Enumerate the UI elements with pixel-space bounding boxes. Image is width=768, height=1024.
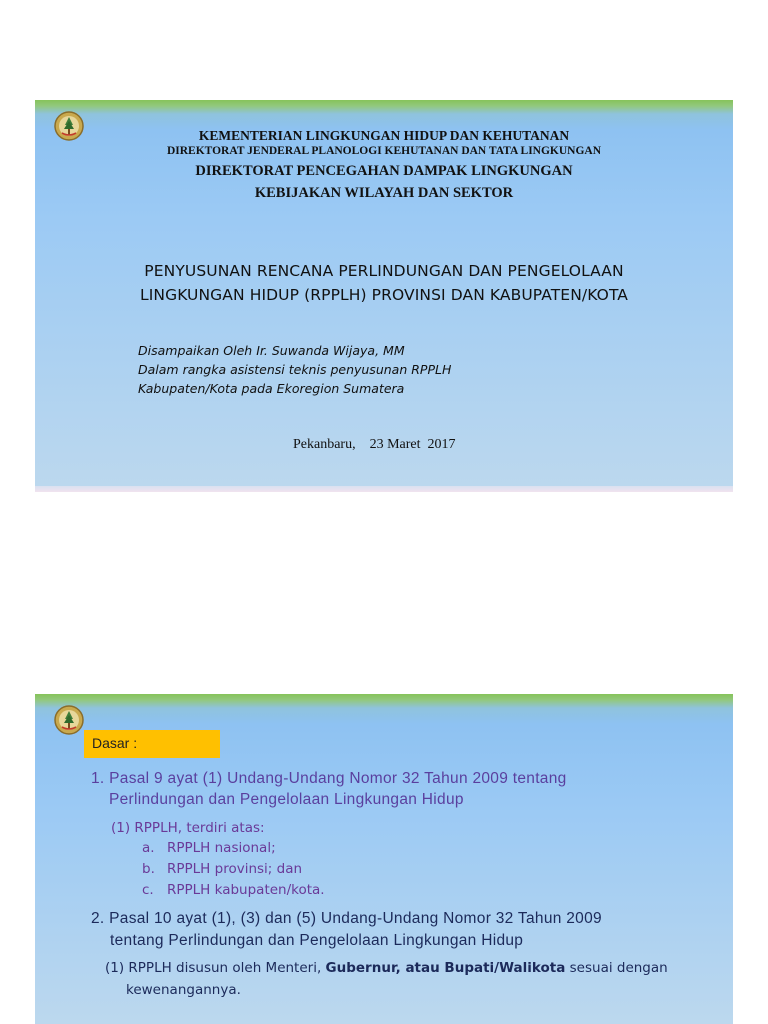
item2-sub-pre: (1) RPPLH disusun oleh Menteri, (105, 960, 326, 976)
directorate-subname: KEBIJAKAN WILAYAH DAN SEKTOR (254, 185, 514, 201)
presenter-line2: Dalam rangka asistensi teknis penyusunan RPPLH (138, 362, 452, 377)
item2-sub-bold: Gubernur, atau Bupati/Walikota (325, 960, 566, 976)
dasar-label: Dasar : (92, 735, 138, 751)
directorate-general: DIREKTORAT JENDERAL PLANOLOGI KEHUTANAN DAN TATA LINGKUNGAN (166, 145, 602, 157)
content-slide (35, 694, 733, 1024)
item2-line2: tentang Perlindungan dan Pengelolaan Lingkungan Hidup (110, 932, 524, 949)
presenter-line1: Disampaikan Oleh Ir. Suwanda Wijaya, MM (138, 343, 405, 358)
dasar-label-box (84, 730, 220, 758)
ministry-name: KEMENTERIAN LINGKUNGAN HIDUP DAN KEHUTANAN (198, 128, 570, 143)
directorate-name: DIREKTORAT PENCEGAHAN DAMPAK LINGKUNGAN (195, 163, 573, 179)
item1-sub-b-letter: b. (142, 861, 155, 877)
presenter-line3: Kabupaten/Kota pada Ekoregion Sumatera (138, 381, 405, 396)
item1-line2: Perlindungan dan Pengelolaan Lingkungan Hidup (109, 791, 464, 808)
title-slide (35, 100, 733, 492)
item1-sub-a-letter: a. (142, 840, 155, 856)
item2-sub-post: sesuai dengan (565, 960, 668, 976)
item1-sub-a: RPPLH nasional; (167, 840, 276, 856)
item1-sub-c: RPPLH kabupaten/kota. (167, 882, 325, 898)
place-date: Pekanbaru, 23 Maret 2017 (293, 437, 456, 452)
presentation-title-line2: LINGKUNGAN HIDUP (RPPLH) PROVINSI DAN KABUPATEN/KOTA (139, 286, 629, 304)
ministry-emblem-icon (53, 704, 85, 736)
item2-line1: 2. Pasal 10 ayat (1), (3) dan (5) Undang-Undang Nomor 32 Tahun 2009 (91, 910, 602, 927)
presentation-title-line1: PENYUSUNAN RENCANA PERLINDUNGAN DAN PENGELOLAAN (144, 262, 624, 280)
item2-subpoint-line2: kewenangannya. (126, 982, 241, 998)
item2-subpoint (105, 960, 668, 976)
item1-sub-b: RPPLH provinsi; dan (167, 861, 303, 877)
item1-sub-c-letter: c. (142, 882, 154, 898)
item1-subhead: (1) RPPLH, terdiri atas: (111, 820, 265, 836)
item1-line1: 1. Pasal 9 ayat (1) Undang-Undang Nomor 32 Tahun 2009 tentang (91, 770, 567, 787)
